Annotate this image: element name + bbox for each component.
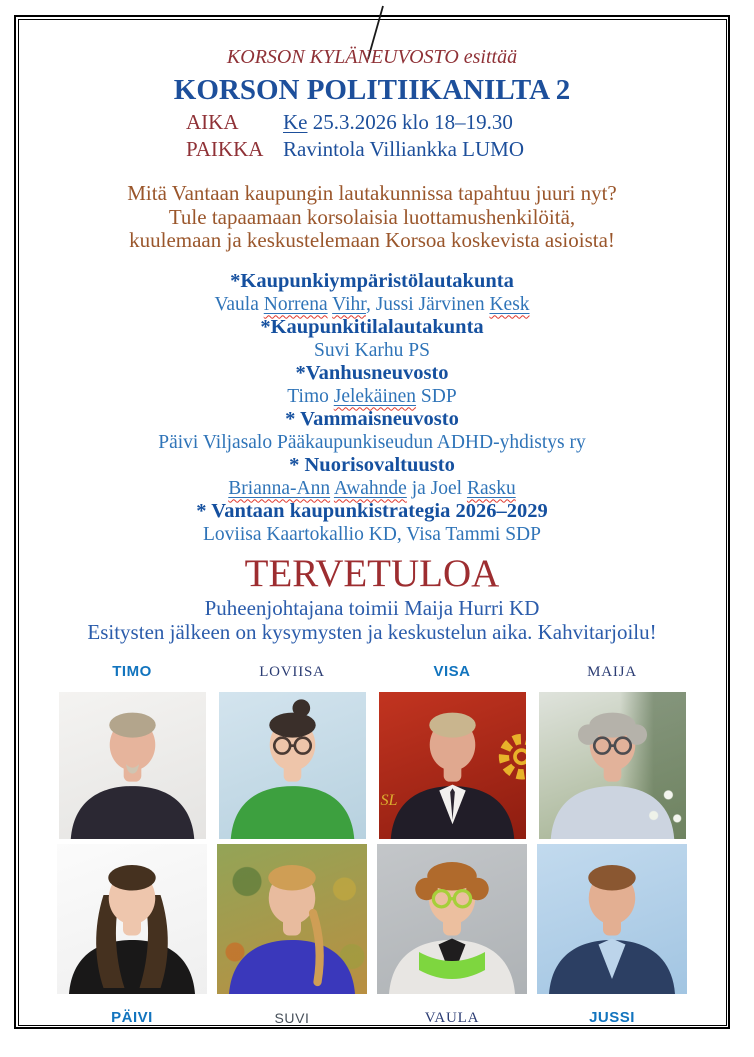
photo-label-visa: VISA xyxy=(433,662,471,680)
time-rest: 25.3.2026 klo 18–19.30 xyxy=(307,110,513,134)
intro-paragraph xyxy=(14,182,730,253)
member-text: Awahnde xyxy=(333,477,407,499)
member-text: Vaula xyxy=(214,293,264,315)
section-header: *Kaupunkiympäristölautakunta xyxy=(230,269,514,292)
member-text: Brianna-Ann xyxy=(228,477,331,499)
photo-label-paivi: PÄIVI xyxy=(111,1008,153,1026)
section-members xyxy=(14,523,730,546)
section-members xyxy=(14,477,730,500)
presenter-line: KORSON KYLÄNEUVOSTO esittää xyxy=(226,46,518,68)
intro-line: kuulemaan ja keskustelemaan Korsoa koskevista asioista! xyxy=(129,228,615,252)
photo-labels-row-1 xyxy=(14,663,730,681)
member-text: Norrena xyxy=(263,293,328,315)
section-header: * Nuorisovaltuusto xyxy=(289,453,455,476)
place-value: Ravintola Villiankka LUMO xyxy=(283,136,524,161)
chair-line: Puheenjohtajana toimii Maija Hurri KD xyxy=(204,595,540,620)
section-members xyxy=(14,293,730,316)
place-row xyxy=(186,138,558,162)
member-text: Kesk xyxy=(489,293,530,315)
section-members xyxy=(14,385,730,408)
photo-row-1 xyxy=(14,692,730,839)
member-text: , Jussi Järvinen xyxy=(365,293,490,315)
time-row xyxy=(186,111,558,135)
portrait-photo-jussi xyxy=(537,844,687,994)
member-text: Jelekäinen xyxy=(333,385,417,407)
section-header: *Vanhusneuvosto xyxy=(295,361,449,384)
photo-label-vaula: VAULA xyxy=(424,1009,480,1026)
portrait-photo-loviisa xyxy=(219,692,366,839)
photo-label-maija: MAIJA xyxy=(587,663,637,680)
photo-label-loviisa: LOVIISA xyxy=(259,663,325,680)
time-label: AIKA xyxy=(186,110,239,134)
section-header: * Vammaisneuvosto xyxy=(285,407,459,430)
portrait-photo-visa xyxy=(379,692,526,839)
flyer-content xyxy=(14,15,730,1029)
time-day: Ke xyxy=(283,110,308,134)
photo-label-timo: TIMO xyxy=(112,662,152,680)
intro-line: Tule tapaamaan korsolaisia luottamushenkilöitä, xyxy=(168,204,576,229)
member-text: Vihr xyxy=(332,293,366,315)
welcome-heading: TERVETULOA xyxy=(244,551,500,595)
intro-line: Mitä Vantaan kaupungin lautakunnissa tapahtuu juuri nyt? xyxy=(127,181,617,205)
section-header: *Kaupunkitilalautakunta xyxy=(260,315,484,338)
portrait-photo-timo xyxy=(59,692,206,839)
photo-row-2 xyxy=(14,844,730,994)
member-text: SDP xyxy=(416,385,457,407)
member-text: Loviisa Kaartokallio KD, Visa Tammi SDP xyxy=(203,523,541,545)
section-members xyxy=(14,339,730,362)
member-text: Päivi Viljasalo Pääkaupunkiseudun ADHD-yhdistys ry xyxy=(158,431,586,453)
event-title: KORSON POLITIIKANILTA 2 xyxy=(173,74,571,106)
portrait-photo-vaula xyxy=(377,844,527,994)
photo-label-jussi: JUSSI xyxy=(589,1008,635,1026)
closing-line: Esitysten jälkeen on kysymysten ja keskustelun aika. Kahvitarjoilu! xyxy=(87,619,657,644)
flag-letters: SL xyxy=(379,791,398,809)
member-text: Suvi Karhu PS xyxy=(314,339,430,361)
portrait-photo-suvi xyxy=(217,844,367,994)
portrait-photo-maija xyxy=(539,692,686,839)
section-members xyxy=(14,431,730,454)
portrait-photo-paivi xyxy=(57,844,207,994)
section-header: * Vantaan kaupunkistrategia 2026–2029 xyxy=(196,499,548,522)
member-text: Rasku xyxy=(466,477,516,499)
member-text: Timo xyxy=(287,385,334,407)
place-label: PAIKKA xyxy=(186,136,264,161)
time-value xyxy=(283,111,558,135)
member-text: ja Joel xyxy=(406,477,467,499)
photo-label-suvi: SUVI xyxy=(274,1009,310,1026)
photo-labels-row-2 xyxy=(14,1009,730,1027)
committee-list xyxy=(14,270,730,546)
